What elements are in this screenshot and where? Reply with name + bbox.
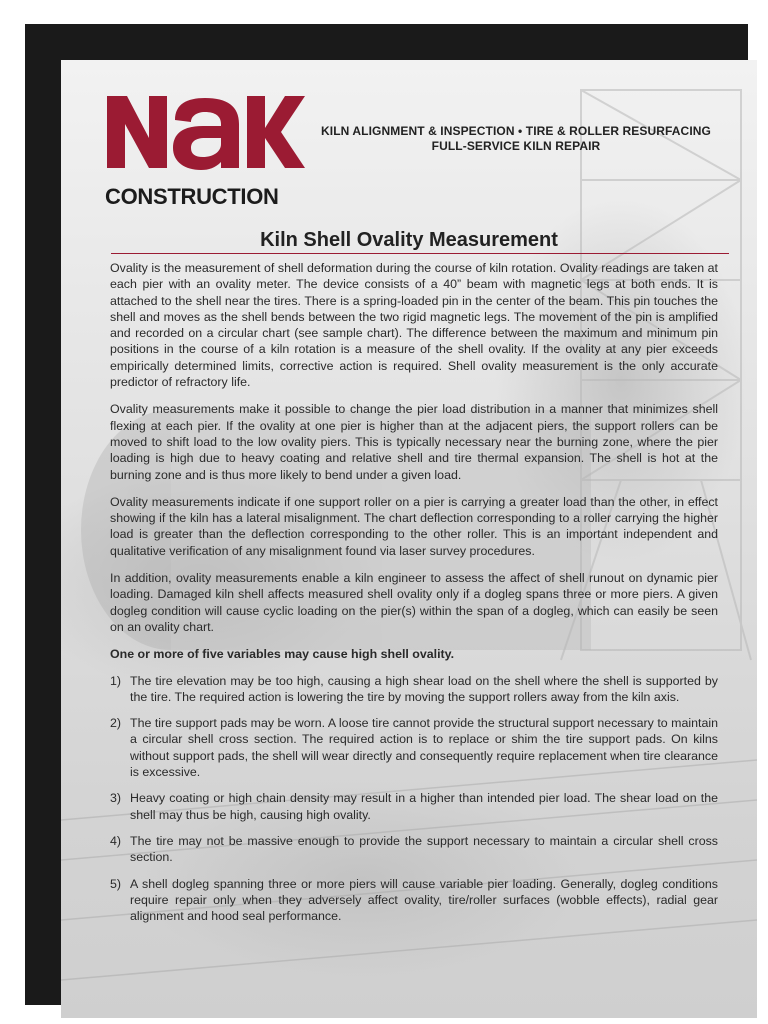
tagline [301, 124, 731, 154]
list-item-text: Heavy coating or high chain density may result in a higher than intended pier load. The shear load on the shell may thus be high, causing high ovality. [130, 791, 718, 822]
paragraph-2: Ovality measurements make it possible to change the pier load distribution in a manner that minimizes shell flexing at each pier. If the ovality at one pier is higher than at the adjacent piers, the support rollers can be moved to shift load to the low ovality piers. This is typically necessary near the burning zone, where the pier loading is high due to heavy coating and relative shell and tire thermal expansion. The shell is hot at the burning zone and is thus more likely to bend under a given load. [110, 402, 718, 482]
nak-logo [105, 92, 305, 210]
nak-logo-mark [105, 92, 305, 170]
document-page [61, 60, 757, 1018]
list-item-number: 2) [110, 716, 122, 731]
list-item-number: 1) [110, 673, 122, 688]
variables-list [110, 673, 718, 925]
title-rule [111, 253, 729, 254]
tagline-line-1: KILN ALIGNMENT & INSPECTION • TIRE & ROLLER RESURFACING [321, 124, 711, 138]
list-item [110, 673, 718, 706]
paragraph-3: Ovality measurements indicate if one support roller on a pier is carrying a greater load than the other, in effect showing if the kiln has a lateral misalignment. The chart deflection corresponding to a roller carrying the higher load is greater than the deflection corresponding to the other roller. This is an important independent and qualitative verification of any misalignment found via laser survey procedures. [110, 494, 718, 558]
list-item-text: The tire may not be massive enough to provide the support necessary to maintain a circular shell cross section. [130, 833, 718, 865]
tagline-line-2: FULL-SERVICE KILN REPAIR [431, 139, 601, 153]
logo-construction-text: CONSTRUCTION [105, 184, 279, 209]
paragraph-1: Ovality is the measurement of shell deformation during the course of kiln rotation. Ovality readings are taken at each pier with an ovality meter. The device consists of a 40” beam with magnetic legs at both ends. It is attached to the shell near the tires. There is a spring-loaded pin in the center of the beam. This pin touches the shell and moves as the shell bends between the two rigid magnetic legs. The movement of the pin is amplified and recorded on a circular chart (see sample chart). The difference between the maximum and minimum pin positions in the course of a kiln rotation is a measure of the shell ovality. If the ovality at any pier exceeds empirically determined limits, corrective action is required. Shell ovality measurement is the only accurate predictor of refractory life. [110, 261, 718, 390]
list-item [110, 833, 718, 866]
page-frame [25, 24, 748, 1005]
list-item [110, 876, 718, 925]
list-item-text: The tire support pads may be worn. A loose tire cannot provide the structural support necessary to maintain a circular shell cross section. The required action is to replace or shim the tire support pads. On kilns without support pads, the shell will wear directly and consequently require replacement when tire clearance is excessive. [130, 716, 718, 780]
list-item [110, 790, 718, 823]
body-content [110, 260, 718, 934]
list-item-text: The tire elevation may be too high, causing a high shear load on the shell where the shell is supported by the tire. The required action is lowering the tire by moving the support rollers away from the kiln axis. [130, 673, 718, 704]
paragraph-4: In addition, ovality measurements enable a kiln engineer to assess the affect of shell runout on dynamic pier loading. Damaged kiln shell affects measured shell ovality only if a dogleg spans three or more piers. A given dogleg condition will cause cyclic loading on the pier(s) within the span of a dogleg, which can easily be seen on an ovality chart. [110, 571, 718, 634]
list-item-number: 3) [110, 791, 122, 806]
list-lead: One or more of five variables may cause high shell ovality. [110, 647, 455, 662]
list-item [110, 715, 718, 780]
list-item-text: A shell dogleg spanning three or more piers will cause variable pier loading. Generally, dogleg conditions require repair only when they adversely affect ovality, tire/roller surfaces (wobble effects), radial gear alignment and hood seal performance. [130, 876, 718, 924]
page-title: Kiln Shell Ovality Measurement [260, 229, 558, 251]
list-item-number: 4) [110, 833, 122, 848]
logo-word-text: NAK [105, 92, 108, 93]
list-item-number: 5) [110, 876, 122, 891]
